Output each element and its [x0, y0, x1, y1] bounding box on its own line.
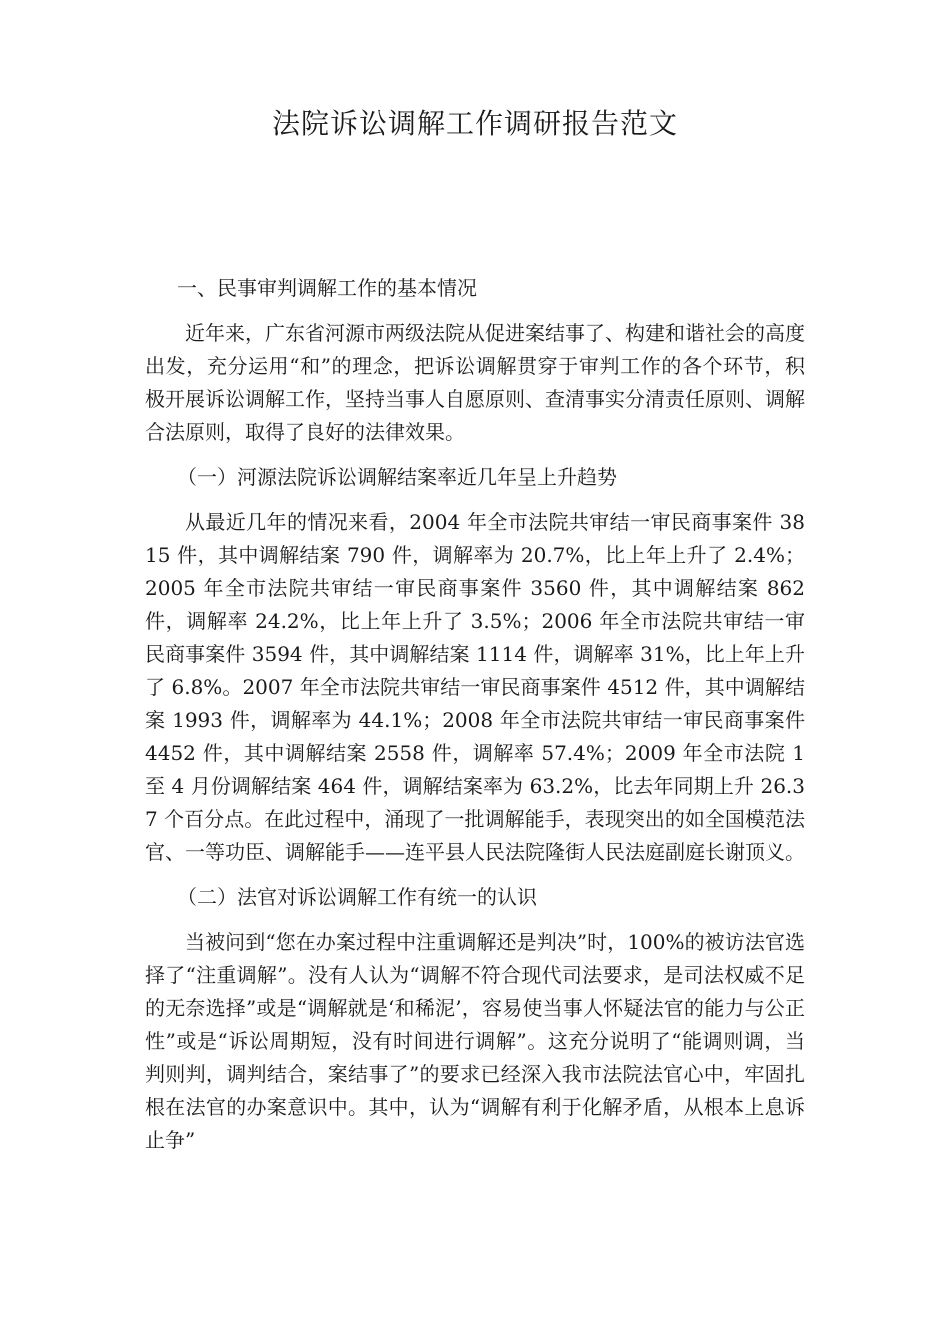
paragraph-3: 当被问到“您在办案过程中注重调解还是判决”时，100%的被访法官选择了“注重调解”。没有人认为“调解不符合现代司法要求，是司法权威不足的无奈选择”或是“调解就是‘和稀泥’，容易使当事人怀疑法官的能力与公正性”或是“诉讼周期短，没有时间进行调解”。这充分说明了“能调则调，当判则判，调判结合，案结事了”的要求已经深入我市法院法官心中，牢固扎根在法官的办案意识中。其中，认为“调解有利于化解矛盾，从根本上息诉止争” — [145, 930, 805, 1152]
paragraph-1: 近年来，广东省河源市两级法院从促进案结事了、构建和谐社会的高度出发，充分运用“和”的理念，把诉讼调解贯穿于审判工作的各个环节，积极开展诉讼调解工作，坚持当事人自愿原则、查清事实分清责任原则、调解合法原则，取得了良好的法律效果。 — [145, 321, 805, 444]
section-heading-3: （二）法官对诉讼调解工作有统一的认识 — [177, 885, 537, 909]
section-heading-2: （一）河源法院诉讼调解结案率近几年呈上升趋势 — [177, 465, 617, 489]
paragraph-2: 从最近几年的情况来看，2004 年全市法院共审结一审民商事案件 3815 件，其中调解结案 790 件，调解率为 20.7%，比上年上升了 2.4%；2005 年全市法院共审结一审民商事案件 3560 件，其中调解结案 862 件，调解率 24.2%，比上年上升了 3.5%；2006 年全市法院共审结一审民商事案件 3594 件，其中调解结案 1114 件，调解率 31%，比上年上升了 6.8%。2007 年全市法院共审结一审民商事案件 4512 件，其中调解结案 1993 件，调解率为 44.1%；2008 年全市法院共审结一审民商事案件 4452 件，其中调解结案 2558 件，调解率 57.4%；2009 年全市法院 1 至 4 月份调解结案 464 件，调解结案率为 63.2%，比去年同期上升 26.37 个百分点。在此过程中，涌现了一批调解能手，表现突出的如全国模范法官、一等功臣、调解能手——连平县人民法院隆街人民法庭副庭长谢顶义。 — [145, 510, 805, 864]
document-title: 法院诉讼调解工作调研报告范文 — [271, 107, 678, 140]
document-body — [145, 272, 805, 1169]
section-heading-1: 一、民事审判调解工作的基本情况 — [177, 276, 477, 300]
